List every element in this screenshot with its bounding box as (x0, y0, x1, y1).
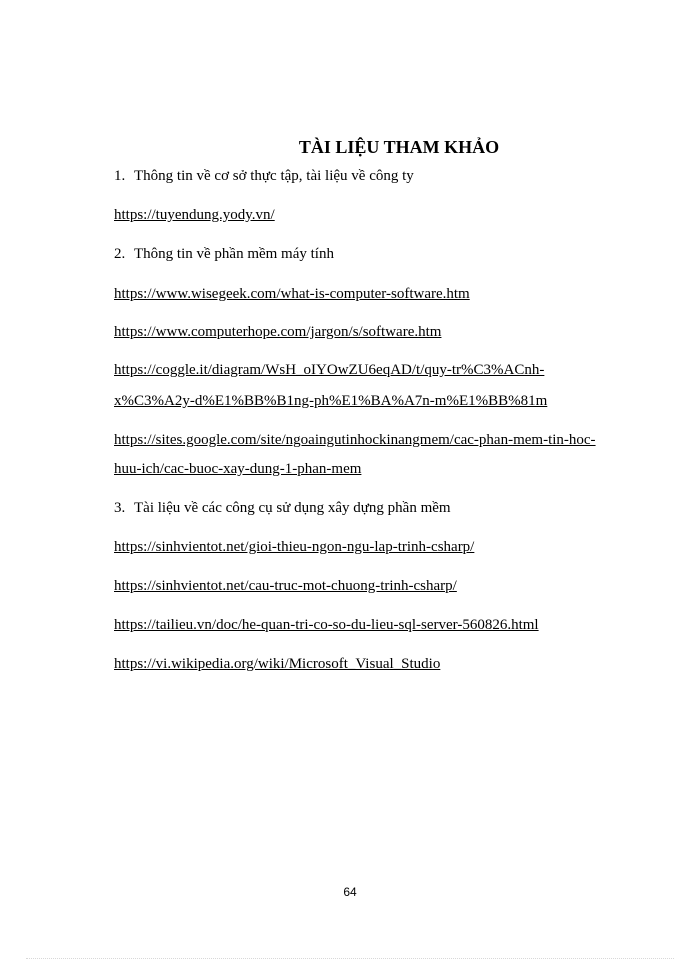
section-heading-3 (114, 499, 451, 517)
page-bottom-divider (26, 958, 674, 959)
section-heading-text: Thông tin về cơ sở thực tập, tài liệu về công ty (134, 168, 414, 184)
reference-link-coggle-line1[interactable]: https://coggle.it/diagram/WsH_oIYOwZU6eqAD/t/quy-tr%C3%ACnh- (114, 362, 545, 378)
reference-link-coggle-line2[interactable]: x%C3%A2y-d%E1%BB%B1ng-ph%E1%BA%A7n-m%E1%BB%81m (114, 393, 548, 409)
section-heading-text: Thông tin về phần mềm máy tính (134, 246, 334, 262)
section-heading-text: Tài liệu về các công cụ sử dụng xây dựng phần mềm (134, 500, 451, 516)
reference-link-yody[interactable]: https://tuyendung.yody.vn/ (114, 207, 275, 223)
section-number: 3. (114, 500, 126, 516)
section-number: 2. (114, 246, 126, 262)
section-heading-2 (114, 245, 334, 263)
reference-link-wikipedia[interactable]: https://vi.wikipedia.org/wiki/Microsoft_Visual_Studio (114, 656, 441, 672)
reference-link-wisegeek[interactable]: https://www.wisegeek.com/what-is-computer-software.htm (114, 286, 470, 302)
page-number: 64 (343, 885, 357, 899)
reference-link-computerhope[interactable]: https://www.computerhope.com/jargon/s/software.htm (114, 324, 442, 340)
reference-link-sinhvientot-structure[interactable]: https://sinhvientot.net/cau-truc-mot-chuong-trinh-csharp/ (114, 578, 457, 594)
section-heading-1 (114, 167, 414, 185)
reference-link-sinhvientot-intro[interactable]: https://sinhvientot.net/gioi-thieu-ngon-ngu-lap-trinh-csharp/ (114, 539, 475, 555)
page-title: TÀI LIỆU THAM KHẢO (298, 137, 500, 157)
reference-link-googlesites-line1[interactable]: https://sites.google.com/site/ngoaingutinhockinangmem/cac-phan-mem-tin-hoc- (114, 432, 596, 448)
section-number: 1. (114, 168, 126, 184)
reference-link-googlesites-line2[interactable]: huu-ich/cac-buoc-xay-dung-1-phan-mem (114, 461, 362, 477)
reference-link-tailieu[interactable]: https://tailieu.vn/doc/he-quan-tri-co-so-du-lieu-sql-server-560826.html (114, 617, 539, 633)
